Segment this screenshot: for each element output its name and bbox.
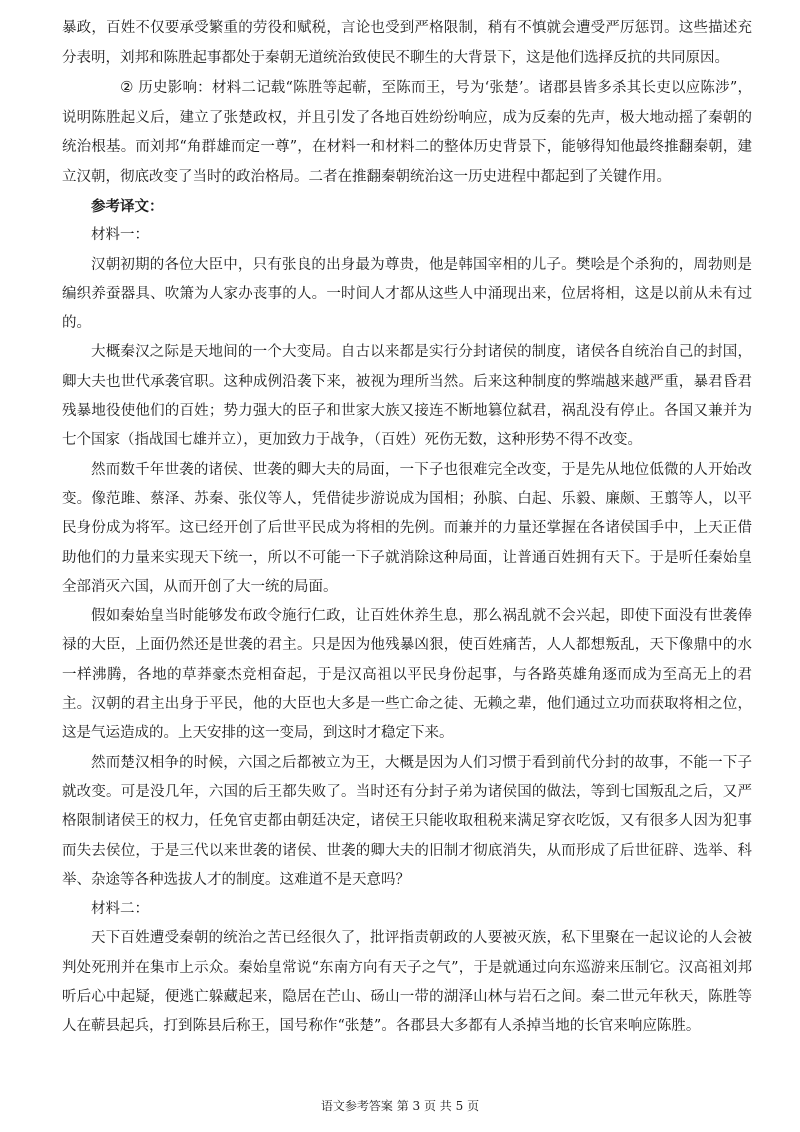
material-1-paragraph-3: 然而数千年世袭的诸侯、世袭的卿大夫的局面，一下子也很难完全改变，于是先从地位低微的人开始改变。像范雎、蔡泽、苏秦、张仪等人，凭借徒步游说成为国相；孙膑、白起、乐毅、廉颇、王翦等人，以平民身份成为将军。这已经开创了后世平民成为将相的先例。而兼并的力量还掌握在各诸侯国手中，上天正借助他们的力量来实现天下统一，所以不可能一下子就消除这种局面，让普通百姓拥有天下。于是听任秦始皇全部消灭六国，从而开创了大一统的局面。 — [62, 461, 752, 595]
material-1-paragraph-4: 假如秦始皇当时能够发布政令施行仁政，让百姓休养生息，那么祸乱就不会兴起，即使下面没有世袭俸禄的大臣，上面仍然还是世袭的君主。只是因为他残暴凶狠，使百姓痛苦，人人都想叛乱，天下像鼎中的水一样沸腾，各地的草莽豪杰竞相奋起，于是汉高祖以平民身份起事，与各路英雄角逐而成为至高无上的君主。汉朝的君主出身于平民，他的大臣也大多是一些亡命之徒、无赖之辈，他们通过立功而获取将相之位，这是气运造成的。上天安排的这一变局，到这时才稳定下来。 — [62, 608, 752, 742]
answer-paragraph-2-text: 历史影响：材料二记载“陈胜等起蕲，至陈而王，号为‘张楚’。诸郡县皆多杀其长吏以应陈涉”，说明陈胜起义后，建立了张楚政权，并且引发了各地百姓纷纷响应，成为反秦的先声，极大地动摇了秦朝的统治根基。而刘邦“角群雄而定一尊”，在材料一和材料二的整体历史背景下，能够得知他最终推翻秦朝，建立汉朝，彻底改变了当时的政治格局。二者在推翻秦朝统治这一历史进程中都起到了关键作用。 — [62, 80, 752, 185]
material-2-label: 材料二： — [91, 901, 149, 918]
answer-paragraph-2 — [62, 73, 752, 192]
material-1-label: 材料一： — [91, 227, 149, 244]
translation-heading: 参考译文： — [91, 198, 164, 215]
material-1-paragraph-5: 然而楚汉相争的时候，六国之后都被立为王，大概是因为人们习惯于看到前代分封的故事，不能一下子就改变。可是没几年，六国的后王都失败了。当时还有分封子弟为诸侯国的做法，等到七国叛乱之后，又严格限制诸侯王的权力，任免官吏都由朝廷决定，诸侯王只能收取租税来满足穿衣吃饭，又有很多人因为犯事而失去侯位，于是三代以来世袭的诸侯、世袭的卿大夫的旧制才彻底消失，从而形成了后世征辟、选举、科举、杂途等各种选拔人才的制度。这难道不是天意吗？ — [62, 754, 752, 888]
answer-paragraph-1: 暴政，百姓不仅要承受繁重的劳役和赋税，言论也受到严格限制，稍有不慎就会遭受严厉惩罚。这些描述充分表明，刘邦和陈胜起事都处于秦朝无道统治致使民不聊生的大背景下，这是他们选择反抗的共同原因。 — [62, 20, 752, 66]
material-1-paragraph-2: 大概秦汉之际是天地间的一个大变局。自古以来都是实行分封诸侯的制度，诸侯各自统治自己的封国，卿大夫也世代承袭官职。这种成例沿袭下来，被视为理所当然。后来这种制度的弊端越来越严重，暴君昏君残暴地役使他们的百姓；势力强大的臣子和世家大族又接连不断地篡位弑君，祸乱没有停止。各国又兼并为七个国家（指战国七雄并立），更加致力于战争，（百姓）死伤无数，这种形势不得不改变。 — [62, 344, 752, 449]
item-marker: ② — [120, 78, 134, 96]
material-1-paragraph-1: 汉朝初期的各位大臣中，只有张良的出身最为尊贵，他是韩国宰相的儿子。樊哙是个杀狗的，周勃则是编织养蚕器具、吹箫为人家办丧事的人。一时间人才都从这些人中涌现出来，位居将相，这是以前从未有过的。 — [62, 256, 752, 332]
page-footer: 语文参考答案 第 3 页 共 5 页 — [320, 1099, 480, 1113]
translation-section — [62, 192, 752, 1042]
material-2-paragraph-1: 天下百姓遭受秦朝的统治之苦已经很久了，批评指责朝政的人要被灭族，私下里聚在一起议论的人会被判处死刑并在集市上示众。秦始皇常说“东南方向有天子之气”，于是就通过向东巡游来压制它。汉高祖刘邦听后心中起疑，便逃亡躲藏起来，隐居在芒山、砀山一带的湖泽山林与岩石之间。秦二世元年秋天，陈胜等人在蕲县起兵，打到陈县后称王，国号称作“张楚”。各郡县大多都有人杀掉当地的长官来响应陈胜。 — [62, 930, 752, 1035]
document-page — [62, 14, 752, 1042]
